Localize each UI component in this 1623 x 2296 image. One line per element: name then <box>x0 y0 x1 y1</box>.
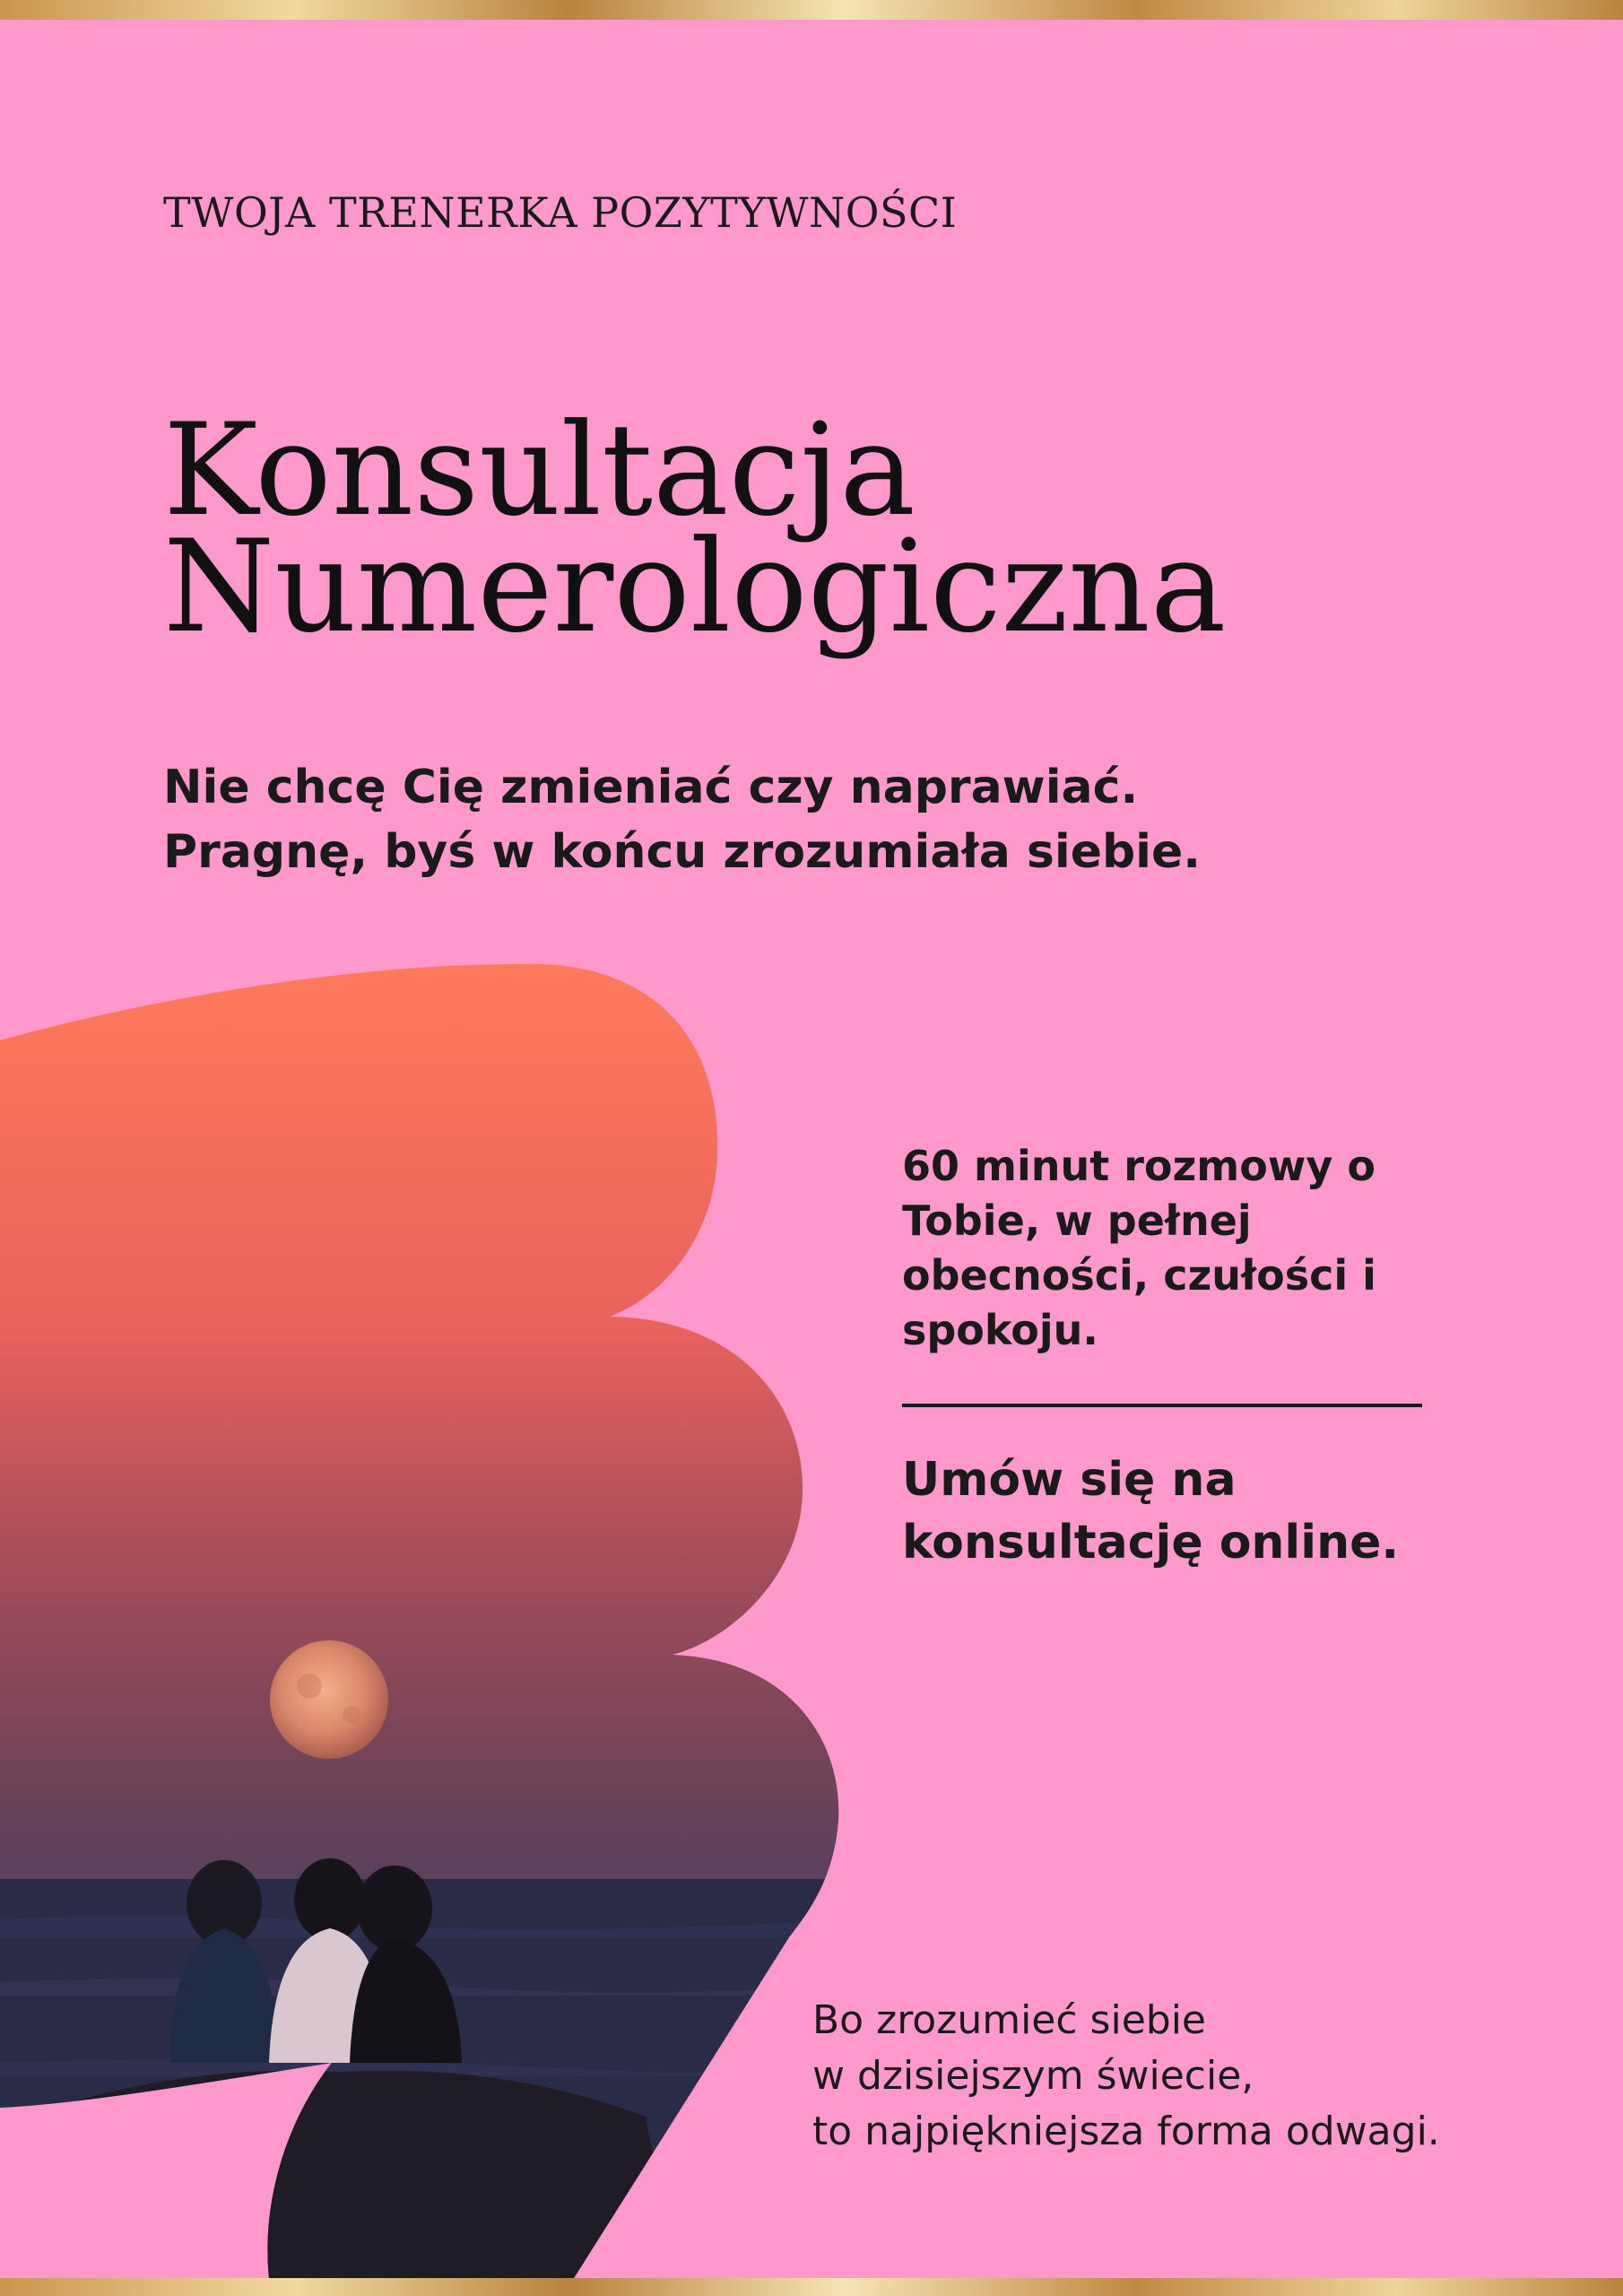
quote-line-2: w dzisiejszym świecie, <box>812 2053 1254 2099</box>
subtitle-line-2: Pragnę, byś w końcu zrozumiała siebie. <box>163 825 1202 879</box>
gold-border-bottom <box>0 2278 1623 2296</box>
subtitle-line-1: Nie chcę Cię zmieniać czy naprawiać. <box>163 761 1139 814</box>
page-title <box>163 396 1227 661</box>
title-line-1: Konsultacja <box>163 396 916 544</box>
divider-line <box>902 1404 1422 1407</box>
subtitle <box>163 755 1201 884</box>
cta-text: Umów się na konsultację online. <box>902 1453 1400 1570</box>
quote-line-3: to najpiękniejsza forma odwagi. <box>812 2109 1440 2154</box>
offer-text: 60 minut rozmowy o Tobie, w pełnej obecności, czułości i spokoju. <box>902 1142 1376 1354</box>
quote-line-1: Bo zrozumieć siebie <box>812 1997 1206 2043</box>
eyebrow-label: TWOJA TRENERKA POZYTYWNOŚCI <box>163 188 958 237</box>
moon-shape <box>270 1640 388 1759</box>
people-silhouettes <box>170 1858 462 2063</box>
quote-text <box>812 1993 1440 2160</box>
title-line-2: Numerologiczna <box>163 513 1227 661</box>
